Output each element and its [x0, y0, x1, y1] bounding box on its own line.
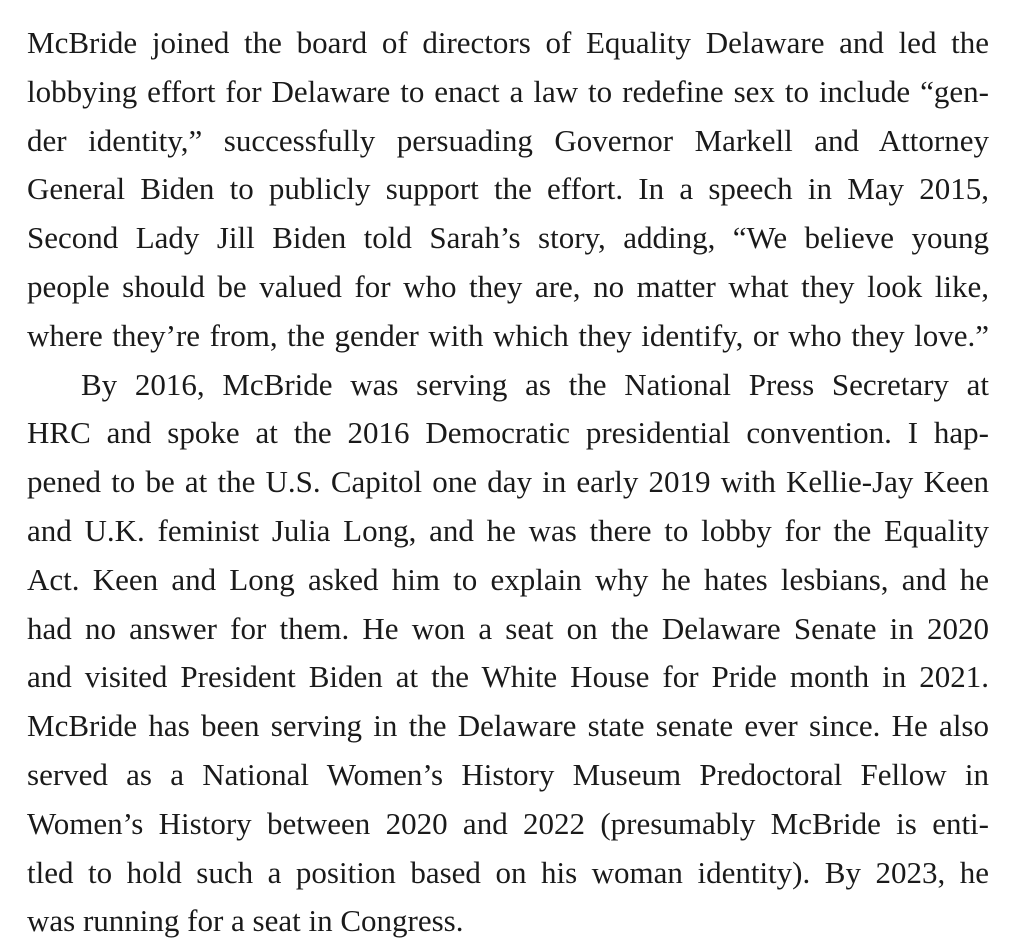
text-line: people should be valued for who they are, no matter what they look like,	[27, 268, 989, 304]
text-line: and visited President Biden at the White House for Pride month in 2021.	[27, 659, 989, 695]
text-line: Second Lady Jill Biden told Sarah’s story, adding, “We believe young	[27, 220, 989, 256]
text-line: lobbying effort for Delaware to enact a law to redefine sex to include “gen-	[27, 73, 989, 109]
paragraph-1	[27, 0, 989, 353]
text-line: where they’re from, the gender with which they identify, or who they love.”	[27, 317, 989, 353]
text-line: served as a National Women’s History Museum Predoctoral Fellow in	[27, 756, 989, 792]
text-line: tled to hold such a position based on his woman identity). By 2023, he	[27, 854, 989, 890]
text-line: was running for a seat in Congress.	[27, 903, 464, 939]
text-line: By 2016, McBride was serving as the National Press Secretary at	[81, 366, 989, 402]
paragraph-2	[27, 342, 989, 939]
text-line: HRC and spoke at the 2016 Democratic presidential convention. I hap-	[27, 415, 989, 451]
text-line: McBride joined the board of directors of Equality Delaware and led the	[27, 25, 989, 60]
text-line: McBride has been serving in the Delaware state senate ever since. He also	[27, 708, 989, 744]
text-line: pened to be at the U.S. Capitol one day in early 2019 with Kellie-Jay Keen	[27, 464, 989, 500]
text-line: der identity,” successfully persuading Governor Markell and Attorney	[27, 122, 989, 158]
text-line: Act. Keen and Long asked him to explain why he hates lesbians, and he	[27, 561, 989, 597]
text-line: had no answer for them. He won a seat on the Delaware Senate in 2020	[27, 610, 989, 646]
text-line: Women’s History between 2020 and 2022 (presumably McBride is enti-	[27, 805, 989, 841]
text-line: and U.K. feminist Julia Long, and he was there to lobby for the Equality	[27, 512, 989, 548]
text-line: General Biden to publicly support the effort. In a speech in May 2015,	[27, 171, 989, 207]
document-page	[27, 0, 989, 939]
